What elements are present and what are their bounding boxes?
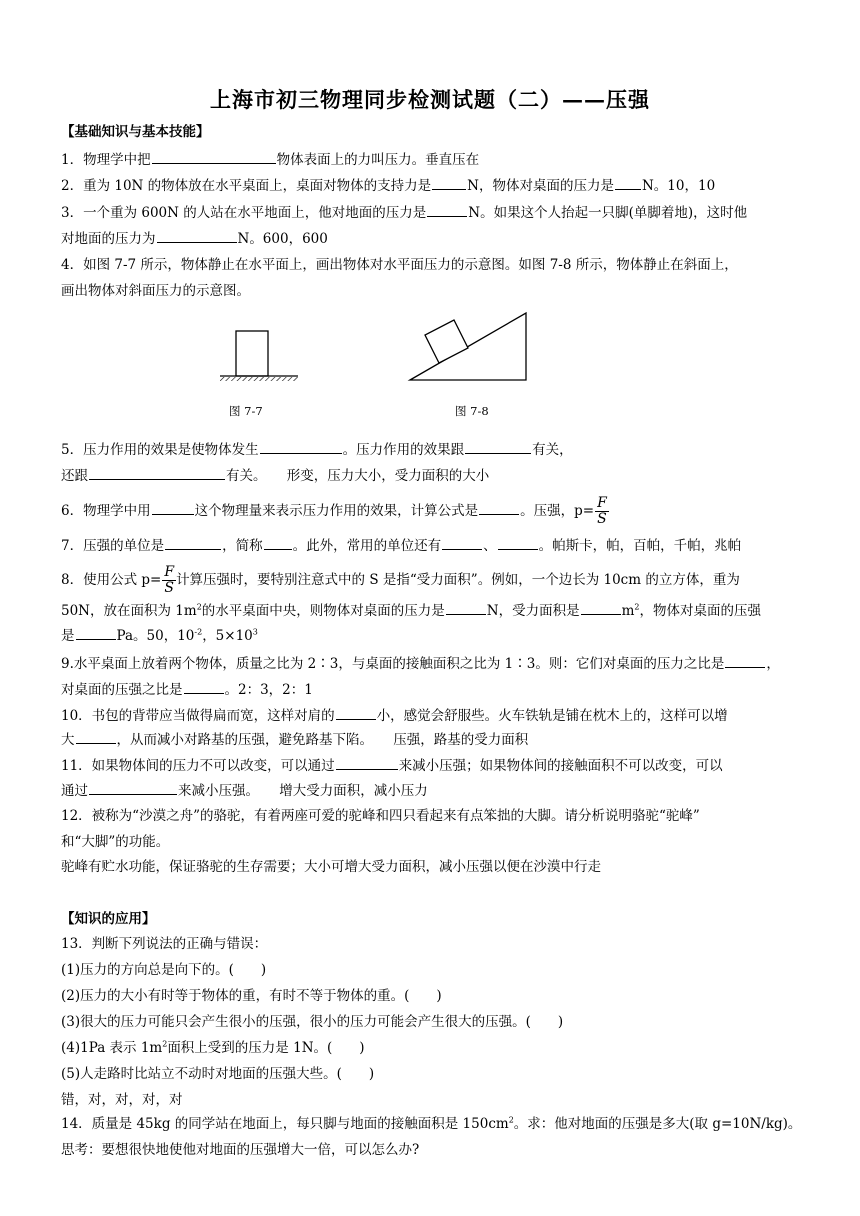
answer-blank: [465, 440, 531, 454]
figure-7-7-caption: 图 7-7: [229, 404, 263, 418]
question-5-cont: 还跟 有关。 形变，压力大小，受力面积的大小: [61, 468, 490, 484]
answer-blank: [264, 536, 292, 550]
question-1: 1．物理学中把 物体表面上的力叫压力。垂直压在: [61, 152, 480, 168]
answer-blank: [442, 536, 482, 550]
answer-blank: [336, 706, 376, 720]
question-8-cont: 50N，放在面积为 $1m^2$的水平桌面中央，则物体对桌面的压力是 N，受力面积是 $m^2$，物体对桌面的压强: [61, 602, 761, 619]
answer-blank: [498, 536, 538, 550]
question-9: 9.水平桌面上放着两个物体，质量之比为 2∶3，与桌面的接触面积之比为 1∶3。则：它们对桌面的压力之比是 ，: [61, 656, 780, 672]
answer-blank: [76, 626, 116, 640]
answer-blank: [336, 756, 398, 770]
question-14-think: 思考：要想很快地使他对地面的压强增大一倍，可以怎么办?: [61, 1142, 420, 1158]
answer-blank: [446, 601, 486, 615]
section-heading-application: 【知识的应用】: [61, 911, 156, 927]
question-8-cont-2: 是 Pa。50，$10^{-2}$，$5\times 10^3$: [61, 627, 258, 644]
section-heading-basics: 【基础知识与基本技能】: [61, 124, 210, 140]
question-4: 4．如图 7-7 所示，物体静止在水平面上，画出物体对水平面压力的示意图。如图 7-8 所示，物体静止在斜面上，: [61, 257, 738, 273]
answer-blank: [432, 176, 466, 190]
question-4-cont: 画出物体对斜面压力的示意图。: [61, 283, 250, 299]
question-12-cont: 和“大脚”的功能。: [61, 834, 170, 850]
question-10-cont: 大 ，从而减小对路基的压强，避免路基下陷。 压强，路基的受力面积: [61, 732, 529, 748]
answer-blank: [427, 203, 467, 217]
question-6: 6．物理学中用 这个物理量来表示压力作用的效果，计算公式是 。压强，p= $\frac{F}{S}$: [61, 495, 607, 527]
answer-blank: [152, 150, 276, 164]
question-5: 5．压力作用的效果是使物体发生 。压力作用的效果跟 有关，: [61, 442, 573, 458]
question-11-cont: 通过 来减小压强。 增大受力面积，减小压力: [61, 783, 428, 799]
answer-blank: [479, 501, 519, 515]
pressure-formula-fraction: $\frac{F}{S}$: [597, 495, 607, 527]
question-13: 13．判断下列说法的正确与错误：: [61, 936, 268, 952]
answer-blank: [725, 654, 765, 668]
question-13-statement-4: (4)1Pa 表示 $1m^2$面积上受到的压力是 1N。( ): [61, 1039, 365, 1056]
figure-7-8-caption: 图 7-8: [455, 404, 489, 418]
question-12: 12．被称为“沙漠之舟”的骆驼，有着两座可爱的驼峰和四只看起来有点笨拙的大脚。请分析说明骆驼“驼峰”: [61, 808, 700, 824]
question-13-statement-5: (5)人走路时比站立不动时对地面的压强大些。( ): [61, 1066, 375, 1082]
answer-blank: [76, 730, 116, 744]
question-13-statement-2: (2)压力的大小有时等于物体的重，有时不等于物体的重。( ): [61, 988, 442, 1004]
answer-blank: [581, 601, 621, 615]
question-10: 10．书包的背带应当做得扁而宽，这样对肩的 小，感觉会舒服些。火车铁轨是铺在枕木上的，这样可以增: [61, 708, 728, 724]
question-13-statement-3: (3)很大的压力可能只会产生很小的压强，很小的压力可能会产生很大的压强。( ): [61, 1014, 564, 1030]
question-8: 8．使用公式 p= $\frac{F}{S}$ 计算压强时，要特别注意式中的 S 是指“受力面积”。例如，一个边长为 10cm 的立方体，重为: [61, 564, 740, 596]
question-9-cont: 对桌面的压强之比是 。2：3，2：1: [61, 682, 313, 698]
answer-blank: [615, 176, 641, 190]
pressure-formula-fraction: $\frac{F}{S}$: [164, 564, 175, 596]
question-3: 3．一个重为 600N 的人站在水平地面上，他对地面的压力是 N。如果这个人抬起一只脚(单脚着地)，这时他: [61, 205, 748, 221]
question-7: 7．压强的单位是 ，简称 。此外，常用的单位还有 、 。帕斯卡，帕，百帕，千帕，兆帕: [61, 538, 742, 554]
answer-blank: [165, 536, 221, 550]
question-13-statement-1: (1)压力的方向总是向下的。( ): [61, 962, 267, 978]
answer-blank: [260, 440, 342, 454]
question-12-answer: 驼峰有贮水功能，保证骆驼的生存需要；大小可增大受力面积，减小压强以便在沙漠中行走: [61, 859, 601, 875]
answer-blank: [89, 466, 225, 480]
figure-7-8-block-on-incline: [405, 308, 530, 383]
answer-blank: [152, 501, 194, 515]
question-11: 11．如果物体间的压力不可以改变，可以通过 来减小压强；如果物体间的接触面积不可以改变，可以: [61, 758, 723, 774]
answer-blank: [184, 680, 224, 694]
question-2: 2．重为 10N 的物体放在水平桌面上，桌面对物体的支持力是 N，物体对桌面的压力是 N。10，10: [61, 178, 716, 194]
figure-7-7-block-on-floor: [218, 326, 302, 384]
answer-blank: [157, 229, 237, 243]
page-title: 上海市初三物理同步检测试题（二）——压强: [210, 87, 650, 112]
question-14: 14．质量是 45kg 的同学站在地面上，每只脚与地面的接触面积是 $150cm^2$。求：他对地面的压强是多大(取 g=10N/kg)。: [61, 1115, 802, 1132]
question-13-answer: 错，对，对，对，对: [61, 1092, 183, 1108]
question-3-cont: 对地面的压力为 N。600，600: [61, 231, 328, 247]
answer-blank: [89, 781, 177, 795]
